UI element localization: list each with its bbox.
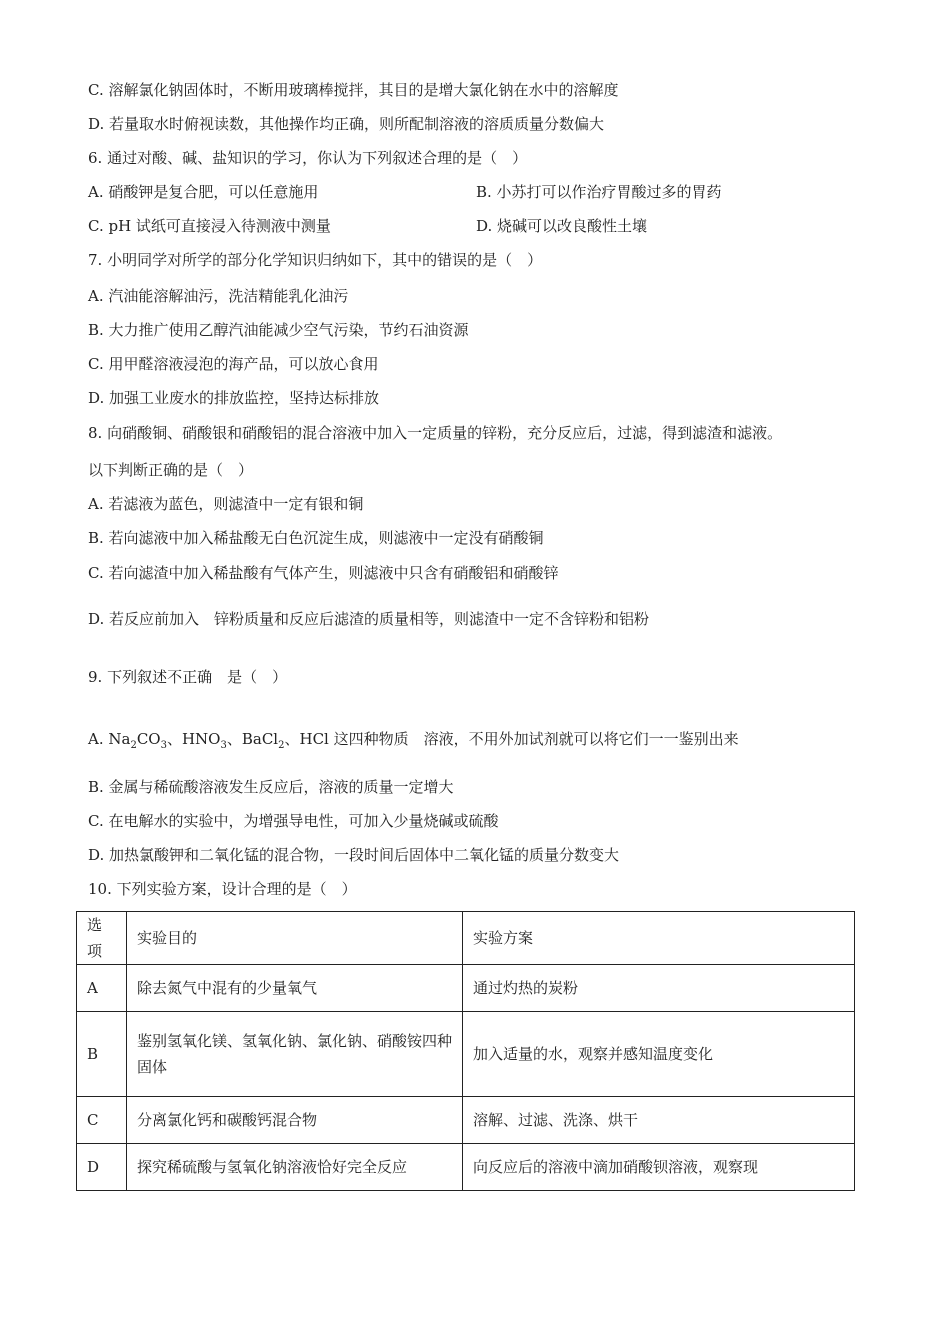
table-header-row xyxy=(77,912,855,965)
q9-option-c: C. 在电解水的实验中，为增强导电性，可加入少量烧碱或硫酸 xyxy=(88,812,499,830)
q7-option-a: A. 汽油能溶解油污，洗洁精能乳化油污 xyxy=(88,287,349,305)
table-header-cell: 实验目的 xyxy=(127,912,463,965)
q7-option-d: D. 加强工业废水的排放监控，坚持达标排放 xyxy=(88,389,380,407)
q8-option-c: C. 若向滤渣中加入稀盐酸有气体产生，则滤液中只含有硝酸铝和硝酸锌 xyxy=(88,564,559,582)
table-cell: 除去氮气中混有的少量氧气 xyxy=(127,965,463,1012)
q9-option-d: D. 加热氯酸钾和二氧化锰的混合物，一段时间后固体中二氧化锰的质量分数变大 xyxy=(88,846,620,864)
q6-option-d: D. 烧碱可以改良酸性土壤 xyxy=(476,217,648,235)
table-cell: 向反应后的溶液中滴加硝酸钡溶液，观察现 xyxy=(463,1144,855,1191)
q7-option-b: B. 大力推广使用乙醇汽油能减少空气污染，节约石油资源 xyxy=(88,321,469,339)
q6-option-a: A. 硝酸钾是复合肥，可以任意施用 xyxy=(88,183,319,201)
question-6: 6. 通过对酸、碱、盐知识的学习，你认为下列叙述合理的是（ ） xyxy=(88,149,528,167)
table-cell: 加入适量的水，观察并感知温度变化 xyxy=(463,1012,855,1097)
option-d-q5: D. 若量取水时俯视读数，其他操作均正确，则所配制溶液的溶质质量分数偏大 xyxy=(88,115,605,133)
question-8: 8. 向硝酸铜、硝酸银和硝酸铝的混合溶液中加入一定质量的锌粉，充分反应后，过滤，得到滤渣和滤液。 xyxy=(88,424,783,442)
table-row xyxy=(77,1012,855,1097)
q8-option-d: D. 若反应前加入 锌粉质量和反应后滤渣的质量相等，则滤渣中一定不含锌粉和铝粉 xyxy=(88,610,650,628)
q9-option-a: A. $Na_2CO_3$、$HNO_3$、BaCl$_2$、HCl 这四种物质 溶液，不用外加试剂就可以将它们一一鉴别出来 xyxy=(88,730,739,751)
question-8-continued: 以下判断正确的是（ ） xyxy=(88,461,254,479)
q6-option-c: C. pH 试纸可直接浸入待测液中测量 xyxy=(88,217,331,235)
table-cell: 探究稀硫酸与氢氧化钠溶液恰好完全反应 xyxy=(127,1144,463,1191)
experiment-table xyxy=(76,911,855,1191)
table-cell: 分离氯化钙和碳酸钙混合物 xyxy=(127,1097,463,1144)
question-10: 10. 下列实验方案，设计合理的是（ ） xyxy=(88,880,357,898)
table-cell: B xyxy=(77,1012,127,1097)
table-cell: A xyxy=(77,965,127,1012)
q9-option-b: B. 金属与稀硫酸溶液发生反应后，溶液的质量一定增大 xyxy=(88,778,454,796)
q7-option-c: C. 用甲醛溶液浸泡的海产品，可以放心食用 xyxy=(88,355,379,373)
question-7: 7. 小明同学对所学的部分化学知识归纳如下，其中的错误的是（ ） xyxy=(88,251,543,269)
table-cell: 鉴别氢氧化镁、氢氧化钠、氯化钠、硝酸铵四种固体 xyxy=(127,1012,463,1097)
q6-option-b: B. 小苏打可以作治疗胃酸过多的胃药 xyxy=(476,183,722,201)
table-header-cell: 实验方案 xyxy=(463,912,855,965)
question-9: 9. 下列叙述不正确 是（ ） xyxy=(88,668,288,686)
table-cell: 通过灼热的炭粉 xyxy=(463,965,855,1012)
table-row xyxy=(77,965,855,1012)
table-cell: C xyxy=(77,1097,127,1144)
table-cell: D xyxy=(77,1144,127,1191)
table-cell: 溶解、过滤、洗涤、烘干 xyxy=(463,1097,855,1144)
table-row xyxy=(77,1097,855,1144)
q8-option-a: A. 若滤液为蓝色，则滤渣中一定有银和铜 xyxy=(88,495,364,513)
option-c-q5: C. 溶解氯化钠固体时，不断用玻璃棒搅拌，其目的是增大氯化钠在水中的溶解度 xyxy=(88,81,619,99)
table-row xyxy=(77,1144,855,1191)
table-header-cell: 选项 xyxy=(77,912,127,965)
q8-option-b: B. 若向滤液中加入稀盐酸无白色沉淀生成，则滤液中一定没有硝酸铜 xyxy=(88,529,544,547)
